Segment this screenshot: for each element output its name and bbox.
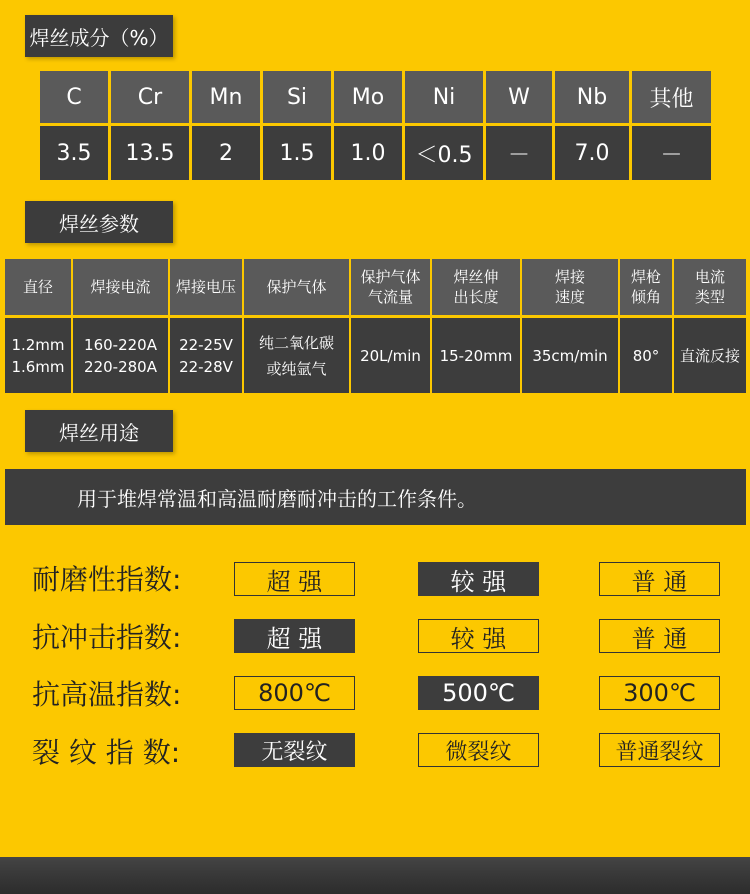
parameters-value-cell: 20L/min — [351, 318, 430, 393]
composition-header-cell: Si — [263, 71, 331, 123]
composition-value-cell: 1.5 — [263, 126, 331, 180]
composition-header-cell: Ni — [405, 71, 483, 123]
rating-label-heat: 抗高温指数: — [32, 678, 182, 711]
parameters-value-cell: 35cm/min — [522, 318, 618, 393]
rating-option: 500℃ — [418, 676, 539, 710]
rating-option: 300℃ — [599, 676, 720, 710]
parameters-header-row — [5, 259, 746, 315]
rating-option: 较 强 — [418, 619, 539, 653]
composition-header-cell: Nb — [555, 71, 629, 123]
parameters-header-cell: 焊接电压 — [170, 259, 242, 315]
footer-bar — [0, 857, 750, 894]
rating-option: 普通裂纹 — [599, 733, 720, 767]
parameters-value-cell: 160-220A 220-280A — [73, 318, 168, 393]
parameters-header-cell: 焊枪 倾角 — [620, 259, 672, 315]
parameters-header-cell: 保护气体 气流量 — [351, 259, 430, 315]
parameters-header-cell: 焊接电流 — [73, 259, 168, 315]
composition-table — [40, 71, 719, 180]
parameters-value-cell: 纯二氧化碳 或纯氩气 — [244, 318, 349, 393]
composition-value-cell: 13.5 — [111, 126, 189, 180]
parameters-value-cell: 直流反接 — [674, 318, 746, 393]
rating-option: 微裂纹 — [418, 733, 539, 767]
composition-value-cell: 2 — [192, 126, 260, 180]
parameters-value-cell: 1.2mm 1.6mm — [5, 318, 71, 393]
composition-header-cell: 其他 — [632, 71, 711, 123]
composition-value-cell: 1.0 — [334, 126, 402, 180]
composition-value-cell: ＜0.5 — [405, 126, 483, 180]
composition-header-cell: Mo — [334, 71, 402, 123]
composition-header-row — [40, 71, 719, 123]
rating-option: 普 通 — [599, 562, 720, 596]
parameters-header-cell: 电流 类型 — [674, 259, 746, 315]
rating-option: 超 强 — [234, 562, 355, 596]
composition-value-cell: 3.5 — [40, 126, 108, 180]
usage-description: 用于堆焊常温和高温耐磨耐冲击的工作条件。 — [5, 469, 746, 525]
composition-value-cell: － — [486, 126, 552, 180]
rating-label-impact: 抗冲击指数: — [32, 621, 182, 654]
rating-option: 普 通 — [599, 619, 720, 653]
parameters-value-cell: 22-25V 22-28V — [170, 318, 242, 393]
rating-label-crack: 裂 纹 指 数: — [32, 736, 181, 769]
composition-value-cell: － — [632, 126, 711, 180]
composition-header-cell: Mn — [192, 71, 260, 123]
parameters-header-cell: 保护气体 — [244, 259, 349, 315]
rating-label-wear: 耐磨性指数: — [32, 563, 182, 596]
parameters-value-cell: 15-20mm — [432, 318, 520, 393]
rating-option: 较 强 — [418, 562, 539, 596]
parameters-header-cell: 直径 — [5, 259, 71, 315]
composition-header-cell: C — [40, 71, 108, 123]
composition-value-row — [40, 126, 719, 180]
parameters-header-cell: 焊丝伸 出长度 — [432, 259, 520, 315]
composition-header-cell: W — [486, 71, 552, 123]
section-title-usage: 焊丝用途 — [25, 410, 173, 452]
parameters-header-cell: 焊接 速度 — [522, 259, 618, 315]
parameters-value-cell: 80° — [620, 318, 672, 393]
rating-option: 无裂纹 — [234, 733, 355, 767]
composition-header-cell: Cr — [111, 71, 189, 123]
rating-option: 超 强 — [234, 619, 355, 653]
parameters-table — [5, 259, 746, 393]
composition-value-cell: 7.0 — [555, 126, 629, 180]
section-title-parameters: 焊丝参数 — [25, 201, 173, 243]
section-title-composition: 焊丝成分（%） — [25, 15, 173, 57]
rating-option: 800℃ — [234, 676, 355, 710]
parameters-value-row — [5, 318, 746, 393]
